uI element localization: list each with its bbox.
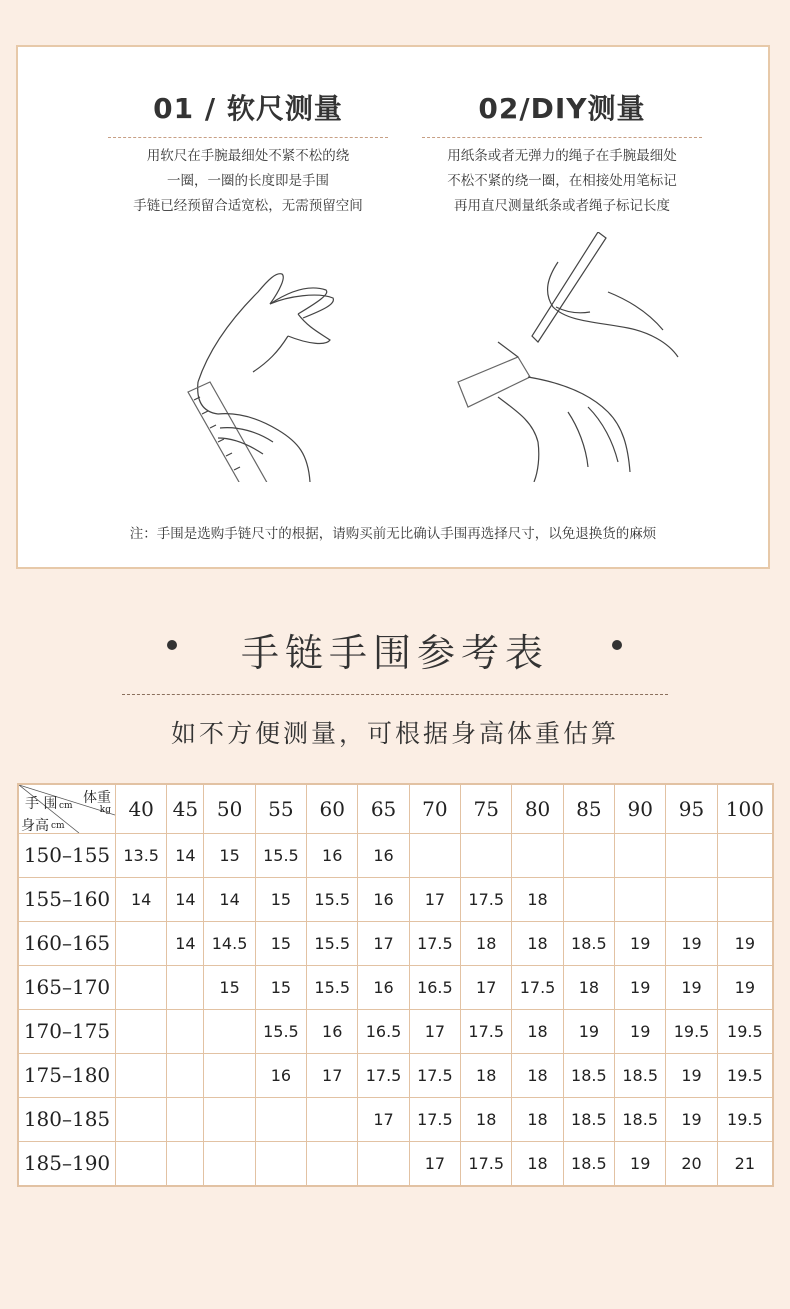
section-title: 手链手围参考表 [240, 631, 549, 675]
wrist-size-cell: 19.5 [717, 1097, 773, 1141]
wrist-size-cell: 17 [461, 965, 512, 1009]
corner-weight-label: 体重 [83, 790, 111, 806]
height-row-header: 175–180 [18, 1053, 116, 1097]
wrist-size-cell: 16 [358, 877, 409, 921]
wrist-size-cell: 18 [461, 921, 512, 965]
weight-header-cell: 65 [358, 784, 409, 834]
wrist-size-cell: 19.5 [717, 1009, 773, 1053]
wrist-size-cell [563, 834, 614, 878]
wrist-size-cell: 15 [204, 834, 255, 878]
corner-wrist-label: 手 围 [25, 796, 58, 812]
wrist-size-cell: 16 [358, 965, 409, 1009]
wrist-size-cell [116, 1141, 167, 1186]
wrist-size-cell: 15.5 [307, 921, 358, 965]
wrist-size-cell: 17.5 [512, 965, 563, 1009]
wrist-size-cell: 15 [204, 965, 255, 1009]
weight-header-cell: 60 [307, 784, 358, 834]
title-bullet-right [612, 640, 622, 650]
wrist-size-cell: 16.5 [409, 965, 460, 1009]
height-row-header: 165–170 [18, 965, 116, 1009]
wrist-size-cell: 19 [563, 1009, 614, 1053]
hand-paper-strip-illustration [438, 232, 688, 482]
wrist-size-cell: 18.5 [615, 1097, 666, 1141]
wrist-size-cell [666, 834, 717, 878]
wrist-size-cell [116, 1053, 167, 1097]
table-header-row [18, 784, 773, 834]
weight-header-cell: 100 [717, 784, 773, 834]
table-row [18, 1009, 773, 1053]
wrist-size-cell [116, 965, 167, 1009]
wrist-size-cell: 18 [512, 921, 563, 965]
wrist-size-cell: 18 [512, 1141, 563, 1186]
wrist-size-cell: 18.5 [615, 1053, 666, 1097]
table-corner-cell [18, 784, 116, 834]
weight-header-cell: 75 [461, 784, 512, 834]
wrist-size-cell: 19 [615, 921, 666, 965]
wrist-size-cell: 18 [461, 1053, 512, 1097]
wrist-size-cell [167, 1097, 204, 1141]
wrist-size-cell: 19 [615, 1009, 666, 1053]
table-body [18, 834, 773, 1187]
method-diy [402, 87, 722, 219]
weight-header-cell: 40 [116, 784, 167, 834]
wrist-size-cell: 16 [358, 834, 409, 878]
wrist-size-cell: 18 [512, 1009, 563, 1053]
table-row [18, 921, 773, 965]
wrist-size-cell: 14.5 [204, 921, 255, 965]
corner-wrist-unit: cm [59, 801, 73, 811]
wrist-size-cell [512, 834, 563, 878]
wrist-size-cell: 17 [409, 877, 460, 921]
corner-weight-unit: kg [99, 805, 111, 815]
wrist-size-cell [167, 1053, 204, 1097]
table-row [18, 1053, 773, 1097]
wrist-size-cell: 17.5 [409, 1097, 460, 1141]
measurement-guide-card [16, 45, 770, 569]
wrist-size-cell: 17.5 [409, 1053, 460, 1097]
weight-header-cell: 80 [512, 784, 563, 834]
wrist-size-cell: 17.5 [461, 1009, 512, 1053]
wrist-size-cell: 20 [666, 1141, 717, 1186]
height-row-header: 160–165 [18, 921, 116, 965]
wrist-size-cell: 18 [512, 1053, 563, 1097]
wrist-size-cell: 15.5 [255, 1009, 306, 1053]
divider [422, 137, 702, 138]
weight-header-cell: 50 [204, 784, 255, 834]
wrist-size-cell: 19.5 [666, 1009, 717, 1053]
method-soft-ruler-desc [88, 144, 408, 219]
wrist-size-cell [167, 965, 204, 1009]
wrist-size-cell: 15 [255, 965, 306, 1009]
wrist-size-cell [615, 877, 666, 921]
wrist-size-cell [307, 1141, 358, 1186]
wrist-size-cell [461, 834, 512, 878]
table-row [18, 834, 773, 878]
wrist-size-cell: 17.5 [461, 1141, 512, 1186]
wrist-size-cell: 18.5 [563, 1097, 614, 1141]
wrist-size-cell: 18 [512, 1097, 563, 1141]
table-row [18, 877, 773, 921]
wrist-size-cell [255, 1097, 306, 1141]
wrist-size-cell [255, 1141, 306, 1186]
wrist-size-cell: 21 [717, 1141, 773, 1186]
table-row [18, 965, 773, 1009]
wrist-size-cell: 16 [307, 1009, 358, 1053]
wrist-size-cell: 18.5 [563, 1141, 614, 1186]
wrist-size-cell: 16 [307, 834, 358, 878]
wrist-size-cell: 19 [717, 965, 773, 1009]
wrist-size-cell: 17 [409, 1009, 460, 1053]
wrist-size-cell [204, 1053, 255, 1097]
wrist-size-cell [204, 1009, 255, 1053]
wrist-size-cell [116, 1097, 167, 1141]
weight-header-cell: 45 [167, 784, 204, 834]
wrist-size-table [17, 783, 774, 1187]
method-soft-ruler [88, 87, 408, 219]
wrist-size-cell [307, 1097, 358, 1141]
corner-height-label: 身高 [21, 818, 49, 834]
wrist-size-cell: 14 [167, 834, 204, 878]
height-row-header: 185–190 [18, 1141, 116, 1186]
wrist-size-cell: 18 [461, 1097, 512, 1141]
wrist-size-cell: 14 [116, 877, 167, 921]
desc-line: 用软尺在手腕最细处不紧不松的绕 [146, 148, 350, 164]
wrist-size-cell: 14 [167, 877, 204, 921]
wrist-size-cell: 18.5 [563, 1053, 614, 1097]
weight-header-cell: 90 [615, 784, 666, 834]
weight-header-cell: 70 [409, 784, 460, 834]
measurement-note: 注：手围是选购手链尺寸的根据，请购买前无比确认手围再选择尺寸，以免退换货的麻烦 [129, 526, 657, 542]
wrist-size-cell: 15.5 [255, 834, 306, 878]
wrist-size-cell [666, 877, 717, 921]
wrist-size-cell: 13.5 [116, 834, 167, 878]
wrist-size-cell [116, 1009, 167, 1053]
desc-line: 不松不紧的绕一圈，在相接处用笔标记 [447, 173, 677, 189]
height-row-header: 155–160 [18, 877, 116, 921]
wrist-size-cell: 19.5 [717, 1053, 773, 1097]
wrist-size-cell [717, 834, 773, 878]
wrist-size-cell: 15 [255, 921, 306, 965]
wrist-size-cell: 15 [255, 877, 306, 921]
height-row-header: 180–185 [18, 1097, 116, 1141]
wrist-size-cell [116, 921, 167, 965]
wrist-size-cell: 18 [563, 965, 614, 1009]
desc-line: 再用直尺测量纸条或者绳子标记长度 [454, 198, 670, 214]
wrist-size-cell: 16 [255, 1053, 306, 1097]
section-subtitle: 如不方便测量，可根据身高体重估算 [170, 719, 619, 748]
height-row-header: 150–155 [18, 834, 116, 878]
wrist-size-cell [358, 1141, 409, 1186]
wrist-size-cell [563, 877, 614, 921]
wrist-size-cell: 19 [615, 965, 666, 1009]
wrist-size-cell [167, 1009, 204, 1053]
wrist-size-cell: 17.5 [358, 1053, 409, 1097]
corner-height-unit: cm [51, 821, 65, 831]
wrist-size-cell [204, 1141, 255, 1186]
wrist-size-cell: 15.5 [307, 965, 358, 1009]
wrist-size-cell: 17 [307, 1053, 358, 1097]
wrist-size-cell: 19 [666, 921, 717, 965]
wrist-size-cell [717, 877, 773, 921]
desc-line: 一圈，一圈的长度即是手围 [167, 173, 329, 189]
method-soft-ruler-title: 01 / 软尺测量 [153, 92, 343, 125]
wrist-size-cell: 18 [512, 877, 563, 921]
desc-line: 用纸条或者无弹力的绳子在手腕最细处 [447, 148, 677, 164]
table-row [18, 1097, 773, 1141]
wrist-size-cell: 15.5 [307, 877, 358, 921]
wrist-size-cell: 17.5 [461, 877, 512, 921]
wrist-size-cell: 16.5 [358, 1009, 409, 1053]
wrist-size-cell: 19 [717, 921, 773, 965]
wrist-size-cell: 17 [358, 1097, 409, 1141]
method-diy-title: 02/DIY测量 [478, 92, 646, 125]
hand-tape-measure-illustration [158, 232, 358, 482]
wrist-size-cell: 17.5 [409, 921, 460, 965]
wrist-size-cell [167, 1141, 204, 1186]
title-divider [122, 694, 668, 695]
desc-line: 手链已经预留合适宽松，无需预留空间 [133, 198, 363, 214]
method-diy-desc [402, 144, 722, 219]
wrist-size-cell [204, 1097, 255, 1141]
wrist-size-cell: 18.5 [563, 921, 614, 965]
height-row-header: 170–175 [18, 1009, 116, 1053]
wrist-size-cell: 19 [666, 1053, 717, 1097]
weight-header-cell: 85 [563, 784, 614, 834]
wrist-size-cell: 17 [358, 921, 409, 965]
divider [108, 137, 388, 138]
wrist-size-cell: 14 [167, 921, 204, 965]
weight-header-cell: 55 [255, 784, 306, 834]
wrist-size-cell: 14 [204, 877, 255, 921]
wrist-size-cell: 19 [666, 1097, 717, 1141]
wrist-size-cell: 19 [666, 965, 717, 1009]
table-row [18, 1141, 773, 1186]
wrist-size-cell [409, 834, 460, 878]
wrist-size-cell [615, 834, 666, 878]
weight-header-cell: 95 [666, 784, 717, 834]
wrist-size-cell: 19 [615, 1141, 666, 1186]
wrist-size-cell: 17 [409, 1141, 460, 1186]
